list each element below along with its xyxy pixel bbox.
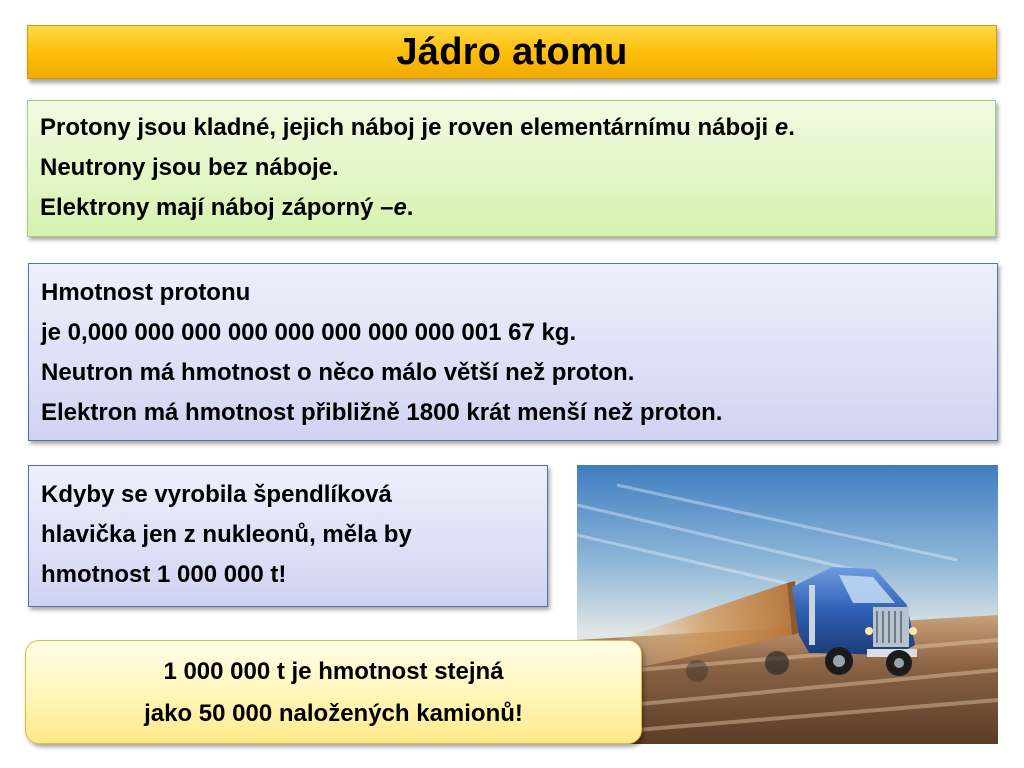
charge-line-protons-text: Protony jsou kladné, jejich náboj je roven elementárnímu náboji — [40, 114, 775, 141]
charge-line-electrons — [40, 188, 983, 228]
mass-line-1: Hmotnost protonu — [41, 279, 251, 306]
charge-line-protons — [40, 108, 983, 148]
charge-symbol-e: e — [774, 114, 789, 141]
charge-symbol-minus-e: e — [393, 194, 407, 221]
truck-line-2: jako 50 000 naložených kamionů! — [144, 700, 523, 727]
charge-line-electrons-text: Elektrony mají náboj záporný – — [40, 194, 394, 221]
truck-comparison-box — [25, 640, 642, 744]
pin-line-2: hlavička jen z nukleonů, měla by — [41, 521, 412, 548]
mass-line-2: je 0,000 000 000 000 000 000 000 000 001 67 kg. — [41, 319, 577, 346]
slide-title: Jádro atomu — [396, 30, 628, 73]
charge-line-electrons-end: . — [406, 194, 414, 221]
pin-head-box — [28, 465, 548, 607]
title-bar — [27, 25, 997, 79]
mass-line-4: Elektron má hmotnost přibližně 1800 krát menší než proton. — [41, 399, 723, 426]
charge-line-neutrons: Neutrony jsou bez náboje. — [40, 154, 339, 181]
charge-box — [27, 100, 996, 237]
mass-line-3: Neutron má hmotnost o něco málo větší než proton. — [41, 359, 635, 386]
mass-box — [28, 263, 998, 441]
charge-line-protons-end: . — [788, 114, 795, 141]
pin-line-3: hmotnost 1 000 000 t! — [41, 561, 287, 588]
truck-line-1: 1 000 000 t je hmotnost stejná — [163, 658, 504, 685]
pin-line-1: Kdyby se vyrobila špendlíková — [41, 481, 392, 508]
